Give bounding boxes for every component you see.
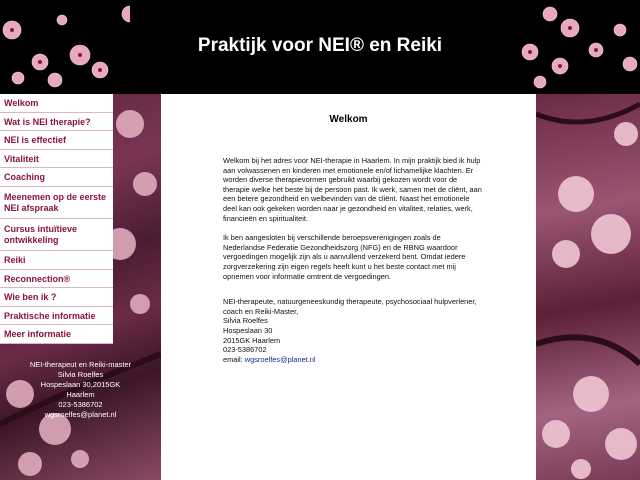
content-body [223, 156, 483, 364]
nav-item-wat-is-nei[interactable]: Wat is NEI therapie? [0, 113, 113, 132]
sidebar-contact [0, 360, 161, 420]
contact-address: Hospeslaan 30 [223, 325, 273, 335]
page-title: Welkom [329, 114, 368, 125]
sidebar-line: 023-5386702 [58, 400, 103, 409]
insurance-paragraph: Ik ben aangesloten bij verschillende beroepsverenigingen zoals de Nederlandse Federatie Gezondheidszorg (NFG) en de RBNG waardoor vergoedingen mogelijk zijn als u aanvullend verzekerd bent. Omdat iedere zorgverzekering zijn eigen regels heeft kunt u het beste contact met mij opnemen voor informatie omtrent de vergoedingen. [223, 233, 466, 281]
sidebar-line: Hospeslaan 30,2015GK [40, 380, 121, 389]
nav-item-praktische-informatie[interactable]: Praktische informatie [0, 307, 113, 326]
blossom-right-image [510, 0, 640, 94]
nav-item-coaching[interactable]: Coaching [0, 168, 113, 187]
sidebar-line: NEI-therapeut en Reiki-master [29, 360, 132, 369]
sidebar-line: Haarlem [66, 390, 95, 399]
right-blossom-image [536, 94, 640, 480]
contact-email-row [223, 355, 483, 365]
contact-city: 2015GK Haarlem [223, 335, 281, 345]
email-link[interactable]: wgsroelfes@planet.nl [244, 354, 316, 364]
nav-item-wie-ben-ik[interactable]: Wie ben ik ? [0, 288, 113, 307]
sidebar-line: Silvia Roelfes [57, 370, 104, 379]
main-nav [0, 94, 113, 344]
blossom-left-image [0, 0, 130, 94]
contact-block [223, 297, 483, 364]
contact-description: NEI-therapeute, natuurgeneeskundig therapeute, psychosociaal hulpverlener, coach en Reiki-Master, [223, 297, 477, 316]
intro-paragraph: Welkom bij het adres voor NEI-therapie in Haarlem. In mijn praktijk bied ik hulp aan volwassenen en kinderen met emotionele en/of lichamelijke klachten. Er worden diverse therapievormen gebruikt waarbij gekozen wordt voor de therapie welke het beste bij de persoon past. Ik werk, samen met de cliënt, aan een betere gezondheid en welbevinden van de cliënt. Naast het emotionele deel kan ook gekeken worden naar je gezondheid en vitaliteit, relaties, werk, financieën en spiritualiteit. [223, 156, 482, 223]
nav-item-welkom[interactable]: Welkom [0, 94, 113, 113]
site-title: Praktijk voor NEI® en Reiki [197, 35, 443, 56]
site-header [0, 0, 640, 94]
nav-item-meer-informatie[interactable]: Meer informatie [0, 325, 113, 344]
nav-item-nei-effectief[interactable]: NEI is effectief [0, 131, 113, 150]
contact-phone: 023-5386702 [223, 345, 267, 355]
nav-item-reconnection[interactable]: Reconnection® [0, 270, 113, 289]
nav-item-reiki[interactable]: Reiki [0, 251, 113, 270]
nav-item-cursus[interactable]: Cursus intuïtieve ontwikkeling [0, 219, 113, 251]
contact-name: Silvia Roelfes [223, 316, 268, 326]
right-blossom-background [536, 94, 640, 480]
email-label: email: [223, 354, 243, 364]
sidebar-email[interactable]: wgsroelfes@planet.nl [44, 410, 117, 419]
nav-item-meenemen[interactable]: Meenemen op de eerste NEI afspraak [0, 187, 113, 219]
nav-item-vitaliteit[interactable]: Vitaliteit [0, 150, 113, 169]
main-content [161, 94, 536, 480]
